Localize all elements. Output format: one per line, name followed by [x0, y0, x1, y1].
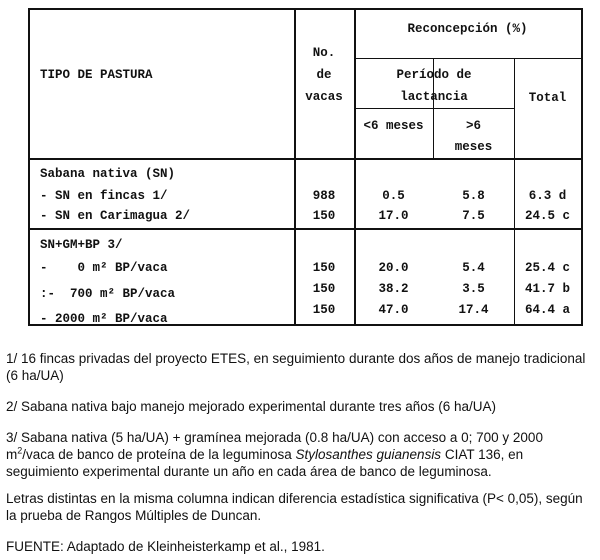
footnote-3-part-a: 3/ Sabana nativa (5 ha/UA) + gramínea mejorada (0.8 ha/UA) con acceso a 0; 700 y 2000 m [6, 430, 543, 462]
row-vacas: 150 [312, 282, 336, 296]
footnote-1 [6, 350, 594, 384]
row-vacas: 988 [312, 189, 336, 203]
header-gt6-line2: meses [454, 140, 493, 154]
divider [30, 158, 581, 160]
row-gt6: 17.4 [458, 303, 489, 317]
row-label: - SN en Carimagua 2/ [40, 209, 191, 223]
row-vacas: 150 [312, 209, 336, 223]
source-note [6, 538, 594, 555]
header-no-line3: vacas [305, 90, 343, 104]
row-lt6: 38.2 [378, 282, 409, 296]
row-vacas: 150 [312, 261, 336, 275]
row-total: 41.7 b [524, 282, 570, 296]
row-gt6: 3.5 [462, 282, 485, 296]
row-total: 24.5 c [524, 209, 570, 223]
header-no-line2: de [316, 68, 332, 82]
divider [354, 58, 581, 59]
row-lt6: 17.0 [378, 209, 409, 223]
row-lt6: 47.0 [378, 303, 409, 317]
row-label: - 2000 m² BP/vaca [40, 312, 168, 326]
row-lt6: 20.0 [378, 261, 409, 275]
header-reconcepcion: Reconcepción (%) [407, 22, 528, 36]
significance-note [6, 490, 594, 524]
row-label: - SN en fincas 1/ [40, 189, 168, 203]
footnote-3-species: Stylosanthes guianensis [295, 447, 442, 462]
header-periodo-line1: Período de [396, 68, 472, 82]
source-note-text: FUENTE: Adaptado de Kleinheisterkamp et al., 1981. [6, 539, 325, 554]
data-table [28, 8, 583, 326]
row-gt6: 5.8 [462, 189, 485, 203]
header-gt6-line1: >6 [465, 119, 481, 133]
row-label: :- 700 m² BP/vaca [40, 287, 176, 301]
row-vacas: 150 [312, 303, 336, 317]
footnote-1-text: 1/ 16 fincas privadas del proyecto ETES, en seguimiento durante dos años de manejo tradicional (6 ha/UA) [6, 351, 586, 383]
divider [30, 228, 581, 230]
row-total: 6.3 d [528, 189, 567, 203]
divider [354, 108, 514, 109]
significance-note-text: Letras distintas en la misma columna indican diferencia estadística significativa (P< 0,05), según la prueba de Rangos Múltiples de Duncan. [6, 491, 583, 523]
footnote-3 [6, 429, 594, 480]
footnote-3-text [6, 429, 594, 480]
row-label: - 0 m² BP/vaca [40, 261, 168, 275]
row-total: 64.4 a [524, 303, 570, 317]
header-lt6: <6 meses [363, 119, 424, 133]
group-title-sn-gm-bp: SN+GM+BP 3/ [40, 238, 123, 252]
group-title-sabana: Sabana nativa (SN) [40, 167, 176, 181]
footnote-2 [6, 398, 594, 415]
footnote-3-part-b: /vaca de banco de proteína de la leguminosa [22, 447, 296, 462]
footnote-2-text: 2/ Sabana nativa bajo manejo mejorado experimental durante tres años (6 ha/UA) [6, 399, 497, 414]
header-periodo-line2: lactancia [400, 90, 468, 104]
row-lt6: 0.5 [382, 189, 405, 203]
row-total: 25.4 c [524, 261, 570, 275]
header-no-line1: No. [312, 46, 336, 60]
header-tipo: TIPO DE PASTURA [40, 68, 153, 82]
row-gt6: 5.4 [462, 261, 485, 275]
footnote-3-superscript: 2 [17, 445, 23, 456]
header-total: Total [528, 91, 567, 105]
footnote-3-part-c: CIAT 136, en seguimiento experimental durante un año en cada área de banco de leguminosa. [6, 447, 524, 479]
row-gt6: 7.5 [462, 209, 485, 223]
